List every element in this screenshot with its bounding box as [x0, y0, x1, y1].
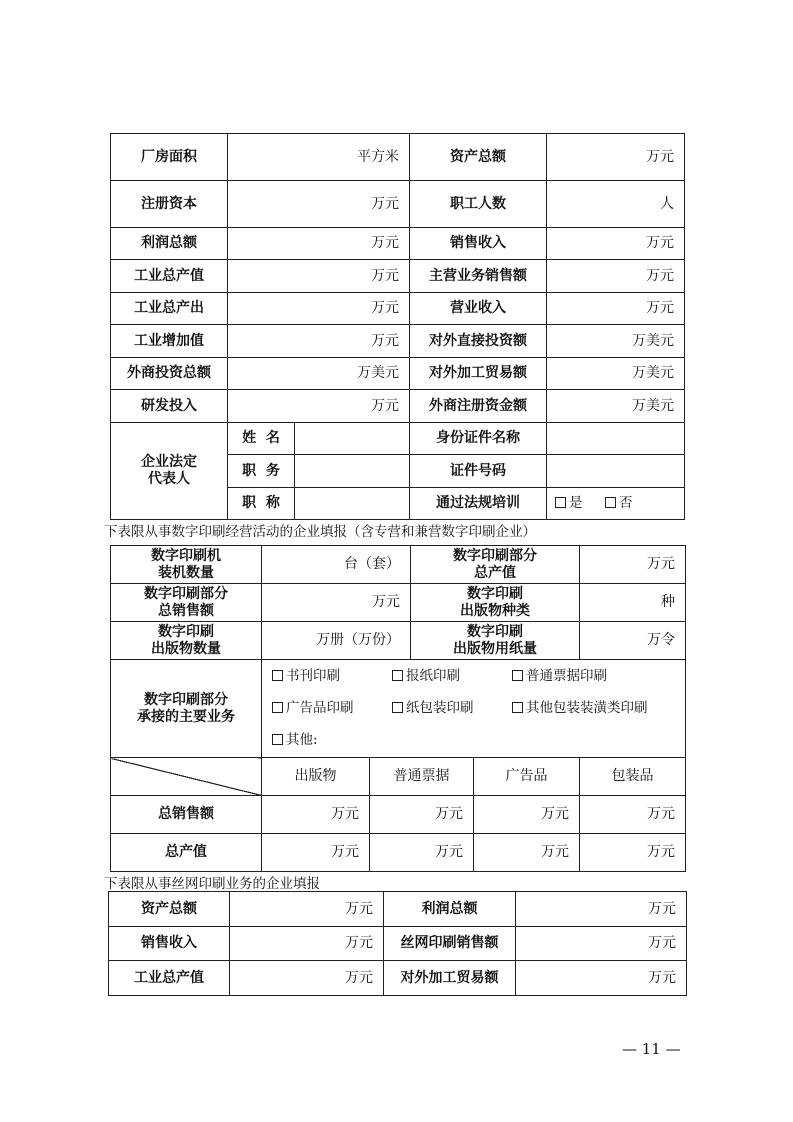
screen-printing-note: 下表限从事丝网印刷业务的企业填报	[104, 876, 320, 892]
field-value-cell[interactable]: 万元	[230, 892, 384, 927]
row-label-total-sales: 总销售额	[111, 796, 262, 834]
field-label: 职工人数	[410, 181, 547, 228]
option-other[interactable]: 其他:	[272, 732, 318, 749]
table-row	[111, 834, 686, 872]
field-label: 对外加工贸易额	[410, 358, 547, 390]
legal-rep-label	[111, 423, 228, 520]
name-field[interactable]	[295, 423, 410, 455]
field-label: 利润总额	[111, 228, 228, 260]
field-value-cell[interactable]: 万元	[228, 181, 410, 228]
table-row	[109, 927, 687, 961]
field-label: 数字印刷部分 总产值	[411, 546, 580, 584]
title-label: 职 称	[228, 488, 295, 520]
field-value-cell[interactable]: 万元	[474, 796, 580, 834]
option-newspaper-printing[interactable]: 报纸印刷	[392, 668, 460, 685]
option-ticket-printing[interactable]: 普通票据印刷	[512, 668, 607, 685]
field-value-cell[interactable]: 万元	[228, 260, 410, 293]
training-label: 通过法规培训	[410, 488, 547, 520]
field-value-cell[interactable]: 台（套）	[262, 546, 411, 584]
id-name-label: 身份证件名称	[410, 423, 547, 455]
screen-printing-table	[108, 891, 687, 996]
field-label: 销售收入	[109, 927, 230, 961]
option-paper-packaging-printing[interactable]: 纸包装印刷	[392, 700, 474, 717]
checkbox[interactable]	[272, 702, 283, 713]
row-label-total-output: 总产值	[111, 834, 262, 872]
field-value-cell[interactable]: 万元	[516, 961, 687, 996]
table-row	[109, 961, 687, 996]
field-value-cell[interactable]: 平方米	[228, 134, 410, 181]
field-label: 数字印刷 出版物数量	[111, 622, 262, 660]
field-value-cell[interactable]: 万令	[580, 622, 686, 660]
field-label: 丝网印刷销售额	[384, 927, 516, 961]
table-row	[111, 260, 685, 293]
field-label: 数字印刷 出版物用纸量	[411, 622, 580, 660]
field-value-cell[interactable]: 万元	[228, 390, 410, 423]
business-options-cell	[262, 660, 686, 758]
field-label: 工业总产值	[111, 260, 228, 293]
training-yes-option[interactable]: 是	[555, 495, 583, 511]
field-label: 资产总额	[109, 892, 230, 927]
field-label: 主营业务销售额	[410, 260, 547, 293]
field-value-cell[interactable]: 万美元	[547, 390, 685, 423]
training-options	[547, 488, 685, 520]
field-value-cell[interactable]: 万元	[580, 546, 686, 584]
field-label: 研发投入	[111, 390, 228, 423]
legal-rep-label-line2: 代表人	[148, 471, 190, 487]
checkbox[interactable]	[512, 670, 523, 681]
position-field[interactable]	[295, 455, 410, 488]
page-number: — 11 —	[622, 1040, 681, 1058]
field-label: 对外直接投资额	[410, 325, 547, 358]
field-value-cell[interactable]: 万元	[547, 228, 685, 260]
field-label: 工业总产出	[111, 293, 228, 325]
field-label: 利润总额	[384, 892, 516, 927]
option-advertising-printing[interactable]: 广告品印刷	[272, 700, 354, 717]
field-label: 数字印刷 出版物种类	[411, 584, 580, 622]
field-label: 工业总产值	[109, 961, 230, 996]
field-label: 工业增加值	[111, 325, 228, 358]
table-row	[111, 584, 686, 622]
training-no-option[interactable]: 否	[605, 495, 633, 511]
checkbox[interactable]	[272, 670, 283, 681]
field-label: 数字印刷机 装机数量	[111, 546, 262, 584]
field-label: 资产总额	[410, 134, 547, 181]
column-header-packaging: 包装品	[580, 758, 686, 796]
option-book-printing[interactable]: 书刊印刷	[272, 668, 340, 685]
id-name-field[interactable]	[547, 423, 685, 455]
field-value-cell[interactable]: 万元	[228, 228, 410, 260]
table-row	[109, 892, 687, 927]
table-row	[111, 390, 685, 423]
checkbox[interactable]	[392, 670, 403, 681]
field-value-cell[interactable]: 万元	[580, 834, 686, 872]
position-label: 职 务	[228, 455, 295, 488]
id-number-field[interactable]	[547, 455, 685, 488]
legal-rep-label-line1: 企业法定	[141, 454, 197, 470]
field-value-cell[interactable]: 万美元	[547, 358, 685, 390]
enterprise-info-table	[110, 133, 685, 520]
checkbox[interactable]	[392, 702, 403, 713]
column-header-advertising: 广告品	[474, 758, 580, 796]
table-row	[111, 796, 686, 834]
business-label: 数字印刷部分 承接的主要业务	[111, 660, 262, 758]
business-row	[111, 660, 686, 758]
legal-rep-row	[111, 423, 685, 455]
table-row	[111, 546, 686, 584]
table-row	[111, 293, 685, 325]
field-value-cell[interactable]: 万元	[547, 293, 685, 325]
field-label: 外商注册资金额	[410, 390, 547, 423]
table-row	[111, 358, 685, 390]
field-label: 营业收入	[410, 293, 547, 325]
table-row	[111, 134, 685, 181]
field-value-cell[interactable]: 万美元	[547, 325, 685, 358]
field-value-cell[interactable]: 万元	[547, 260, 685, 293]
digital-printing-note: 下表限从事数字印刷经营活动的企业填报（含专营和兼营数字印刷企业）	[104, 524, 536, 540]
field-value-cell[interactable]: 万元	[230, 961, 384, 996]
id-number-label: 证件号码	[410, 455, 547, 488]
field-label: 对外加工贸易额	[384, 961, 516, 996]
checkbox[interactable]	[555, 497, 566, 508]
column-header-publications: 出版物	[262, 758, 370, 796]
field-label: 厂房面积	[111, 134, 228, 181]
field-label: 注册资本	[111, 181, 228, 228]
field-value-cell[interactable]: 万元	[228, 293, 410, 325]
field-label: 数字印刷部分 总销售额	[111, 584, 262, 622]
field-value-cell[interactable]: 万元	[580, 796, 686, 834]
title-field[interactable]	[295, 488, 410, 520]
field-label: 销售收入	[410, 228, 547, 260]
column-header-row	[111, 758, 686, 796]
field-value-cell[interactable]: 万元	[262, 834, 370, 872]
table-row	[111, 325, 685, 358]
table-row	[111, 181, 685, 228]
table-row	[111, 622, 686, 660]
field-value-cell[interactable]: 万元	[370, 834, 474, 872]
field-value-cell[interactable]: 万元	[516, 927, 687, 961]
field-value-cell[interactable]: 万元	[230, 927, 384, 961]
field-value-cell[interactable]: 万元	[547, 134, 685, 181]
field-value-cell[interactable]: 万元	[228, 325, 410, 358]
name-label: 姓 名	[228, 423, 295, 455]
option-other-packaging-printing[interactable]: 其他包装装潢类印刷	[512, 700, 648, 717]
field-value-cell[interactable]: 万元	[262, 584, 411, 622]
field-value-cell[interactable]: 万元	[516, 892, 687, 927]
digital-printing-table	[110, 545, 686, 872]
field-value-cell[interactable]: 种	[580, 584, 686, 622]
table-row	[111, 228, 685, 260]
checkbox[interactable]	[512, 702, 523, 713]
field-value-cell[interactable]: 万册（万份）	[262, 622, 411, 660]
diagonal-header-cell	[111, 758, 262, 796]
checkbox[interactable]	[605, 497, 616, 508]
field-value-cell[interactable]: 万元	[370, 796, 474, 834]
field-value-cell[interactable]: 万元	[262, 796, 370, 834]
column-header-tickets: 普通票据	[370, 758, 474, 796]
checkbox[interactable]	[272, 734, 283, 745]
field-value-cell[interactable]: 万元	[474, 834, 580, 872]
field-value-cell[interactable]: 万美元	[228, 358, 410, 390]
field-label: 外商投资总额	[111, 358, 228, 390]
field-value-cell[interactable]: 人	[547, 181, 685, 228]
